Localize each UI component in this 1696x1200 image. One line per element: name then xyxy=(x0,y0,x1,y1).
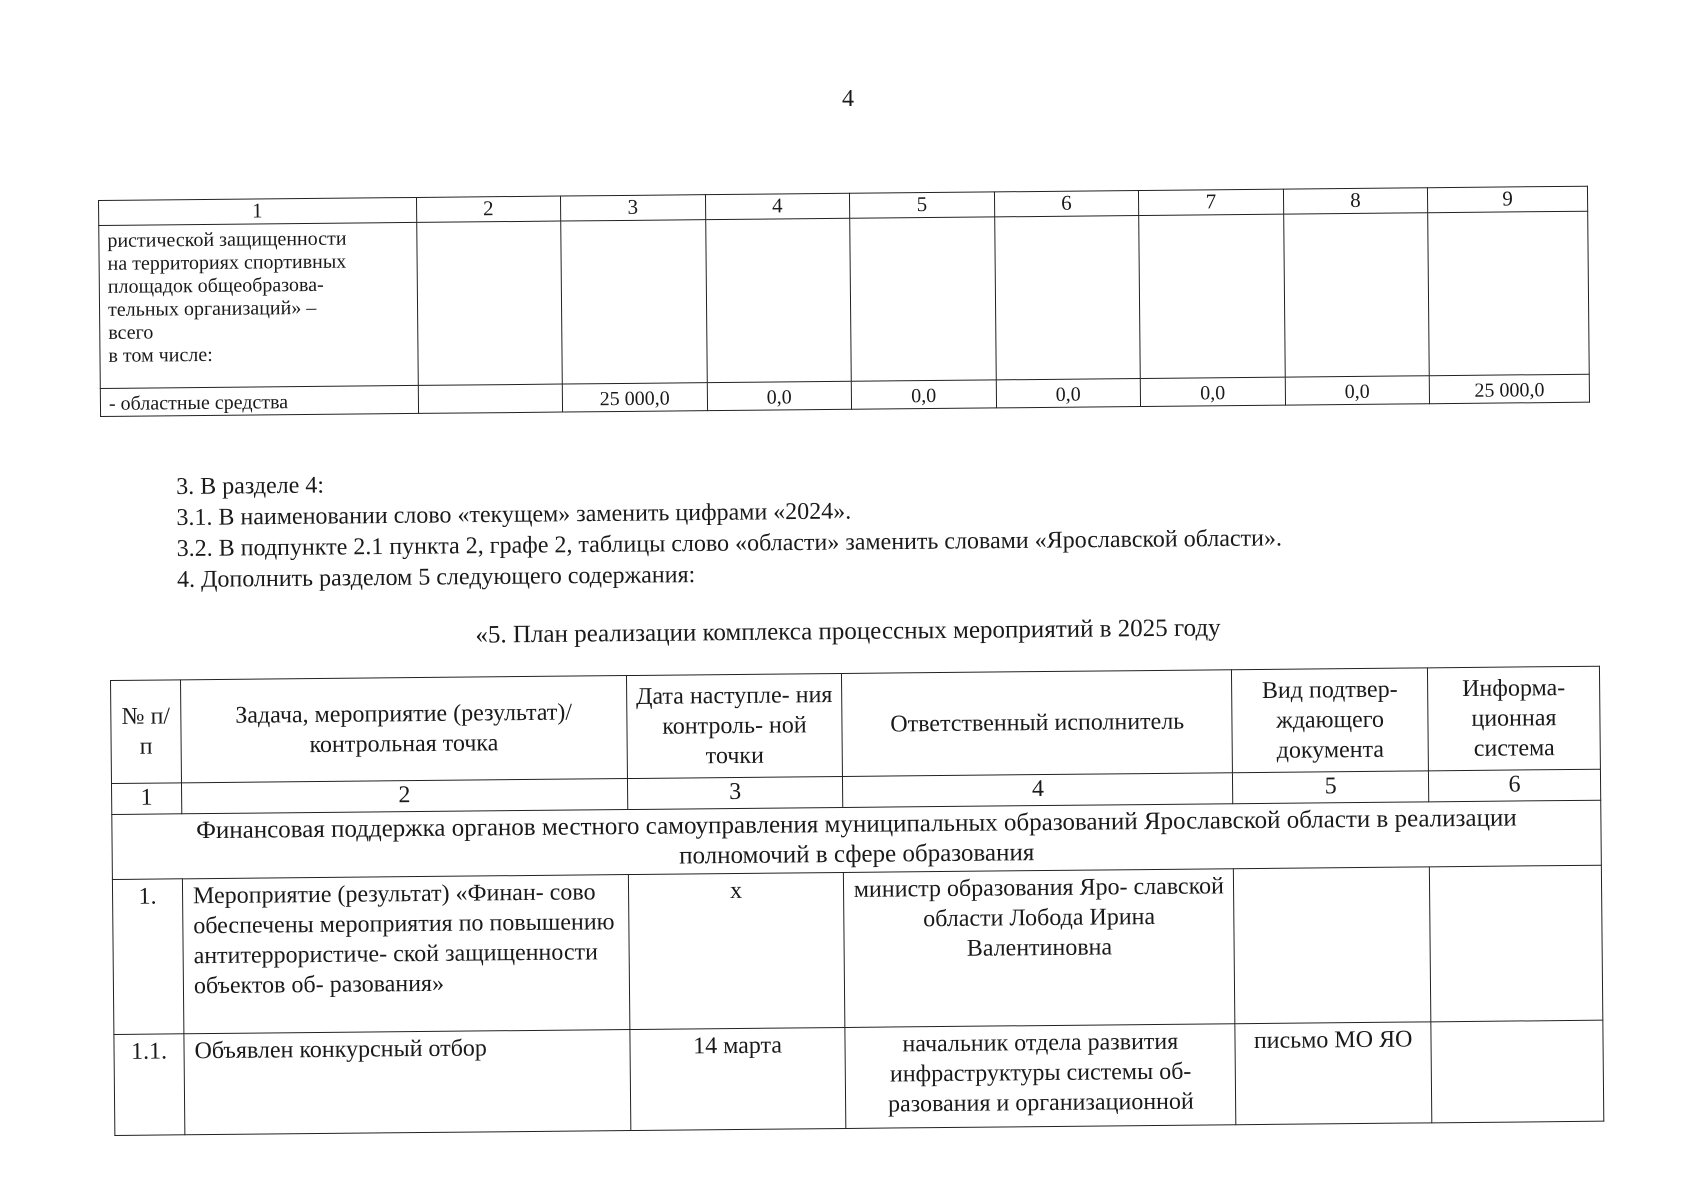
row-info-system xyxy=(1431,1020,1604,1123)
row-responsible: начальник отдела развития инфраструктуры системы об- разования и организационной xyxy=(845,1024,1236,1129)
budget-row-total xyxy=(99,211,1589,388)
row-num: 1.1. xyxy=(114,1034,185,1136)
budget-col-num: 4 xyxy=(705,193,850,219)
budget-row-name xyxy=(99,222,418,388)
header-date: Дата наступле- ния контроль- ной точки xyxy=(626,673,843,778)
budget-col-num: 7 xyxy=(1139,189,1284,215)
budget-cell xyxy=(418,384,563,413)
budget-cell: 0,0 xyxy=(707,381,852,410)
page-number: 4 xyxy=(842,86,854,112)
name-line: всего xyxy=(108,321,154,344)
budget-col-num: 2 xyxy=(416,196,561,222)
amendment-paragraphs xyxy=(176,461,1282,596)
budget-col-num: 8 xyxy=(1283,188,1428,214)
paragraph: 3.1. В наименовании слово «текущем» заменить цифрами «2024». xyxy=(176,498,852,531)
budget-cell: 25 000,0 xyxy=(1429,374,1589,404)
empty-cell xyxy=(705,218,851,382)
empty-cell xyxy=(1139,214,1285,378)
section-title: Финансовая поддержка органов местного самоуправления муниципальных образований Ярославской области в реализации полномочий в сфере образования xyxy=(112,800,1602,879)
plan-table xyxy=(110,666,1604,1136)
header-doc-type: Вид подтвер- ждающего документа xyxy=(1232,668,1429,773)
header-info-system: Информа- ционная система xyxy=(1427,666,1600,771)
table-row xyxy=(112,865,1602,1034)
header-task: Задача, мероприятие (результат)/ контрольная точка xyxy=(180,676,627,783)
plan-title: «5. План реализации комплекса процессных мероприятий в 2025 году xyxy=(475,614,1221,649)
budget-cell: 0,0 xyxy=(1140,377,1285,406)
row-date: х xyxy=(628,872,845,1029)
row-task: Объявлен конкурсный отбор xyxy=(184,1030,631,1135)
budget-cell: 0,0 xyxy=(851,380,996,409)
budget-row-name: - областные средства xyxy=(100,385,418,416)
budget-table xyxy=(98,186,1590,417)
empty-cell xyxy=(850,217,996,381)
plan-col-num: 2 xyxy=(181,779,627,814)
paragraph: 3.2. В подпункте 2.1 пункта 2, графе 2, таблицы слово «области» заменить словами «Ярославской области». xyxy=(176,525,1283,562)
paragraph: 4. Дополнить разделом 5 следующего содержания: xyxy=(176,562,696,593)
row-doc-type: письмо МО ЯО xyxy=(1235,1022,1432,1125)
budget-col-num: 6 xyxy=(994,191,1139,217)
row-info-system xyxy=(1429,865,1602,1022)
header-responsible: Ответственный исполнитель xyxy=(842,670,1233,777)
plan-col-num: 5 xyxy=(1233,771,1429,804)
row-task: Мероприятие (результат) «Финан- сово обеспечены мероприятия по повышению антитеррористиче- ской защищенности объектов об- разования» xyxy=(182,875,629,1034)
row-date: 14 марта xyxy=(630,1027,847,1130)
plan-header-row xyxy=(111,666,1601,783)
budget-cell: 25 000,0 xyxy=(562,383,707,412)
header-num: № п/п xyxy=(111,680,182,784)
row-num: 1. xyxy=(112,879,183,1035)
name-line: на территориях спортивных xyxy=(107,250,347,275)
table-row xyxy=(114,1020,1604,1135)
row-doc-type xyxy=(1234,867,1431,1024)
empty-cell xyxy=(1428,211,1589,376)
name-line: площадок общеобразова- xyxy=(107,273,324,298)
empty-cell xyxy=(416,221,562,385)
name-line: ристической защищенности xyxy=(107,227,347,252)
empty-cell xyxy=(561,220,707,384)
plan-col-num: 1 xyxy=(111,783,181,815)
name-line: тельных организаций» – xyxy=(107,296,317,321)
plan-col-num: 3 xyxy=(627,776,843,809)
budget-col-num: 5 xyxy=(850,192,995,218)
row-responsible: министр образования Яро- славской области Лобода Ирина Валентиновна xyxy=(844,869,1235,1028)
name-line: в том числе: xyxy=(108,343,213,367)
budget-cell: 0,0 xyxy=(1285,376,1430,405)
empty-cell xyxy=(994,216,1140,380)
plan-col-num: 4 xyxy=(843,773,1233,808)
budget-col-num: 3 xyxy=(560,195,705,221)
budget-col-num: 1 xyxy=(99,197,417,225)
empty-cell xyxy=(1283,213,1429,377)
plan-col-num: 6 xyxy=(1428,769,1600,802)
paragraph: 3. В разделе 4: xyxy=(176,472,325,500)
budget-col-num: 9 xyxy=(1428,186,1588,213)
budget-cell: 0,0 xyxy=(996,379,1141,408)
